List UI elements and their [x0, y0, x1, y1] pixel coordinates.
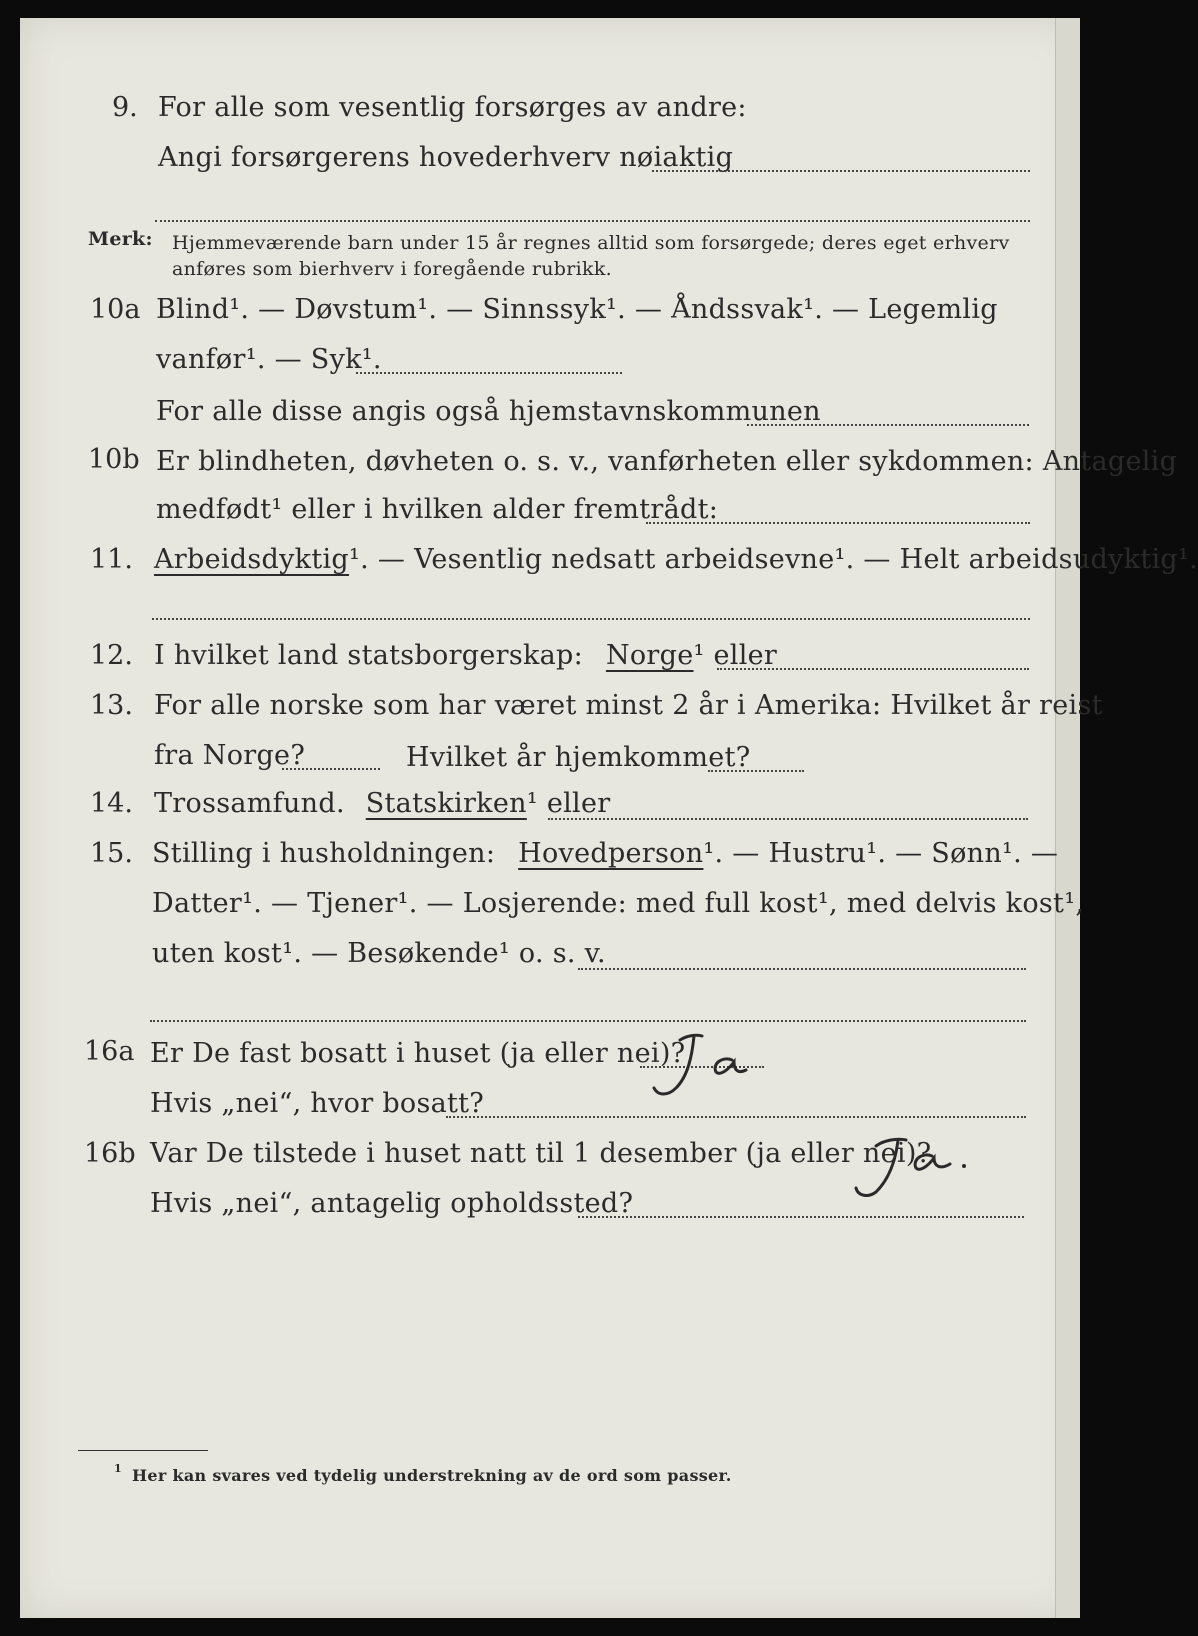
q12-option-norge[interactable]: Norge — [605, 640, 694, 671]
q9-number: 9. — [112, 92, 138, 123]
q13-line2b: Hvilket år hjemkommet? — [406, 742, 751, 773]
q16b-number: 16b — [84, 1138, 136, 1169]
q12-pre: I hvilket land statsborgerskap: — [154, 640, 584, 671]
q10a-line3: For alle disse angis også hjemstavnskommunen — [156, 396, 821, 427]
q16b-opholdssted-line[interactable] — [578, 1216, 1024, 1218]
q14-pre: Trossamfund. — [154, 788, 345, 819]
q10a-number: 10a — [90, 294, 141, 325]
q11-rest: ¹. — Vesentlig nedsatt arbeidsevne¹. — Helt arbeidsudyktig¹. — [349, 544, 1198, 575]
q13-reist-line[interactable] — [282, 768, 380, 770]
q12-number: 12. — [90, 640, 133, 671]
q10b-number: 10b — [88, 444, 140, 475]
q16a-line1: Er De fast bosatt i huset (ja eller nei)? — [150, 1038, 686, 1069]
merk-label: Merk: — [88, 228, 153, 250]
q15-line1 — [152, 838, 1058, 869]
footnote-text: Her kan svares ved tydelig understrekning av de ord som passer. — [132, 1466, 732, 1485]
q14-number: 14. — [90, 788, 133, 819]
page-edge — [1055, 18, 1080, 1618]
q12-line — [154, 640, 777, 671]
q13-hjemkommet-line[interactable] — [708, 770, 804, 772]
q15-line1-rest: ¹. — Hustru¹. — Sønn¹. — — [703, 838, 1059, 869]
q16a-line2: Hvis „nei“, hvor bosatt? — [150, 1088, 485, 1119]
footnote-mark: 1 — [114, 1462, 122, 1475]
q15-answer-line-2[interactable] — [150, 1020, 1026, 1022]
q11-answer-line[interactable] — [152, 618, 1030, 620]
q16a-bosatt-line[interactable] — [446, 1116, 1026, 1118]
q14-line — [154, 788, 610, 819]
merk-line2: anføres som bierhverv i foregående rubrikk. — [172, 258, 612, 280]
q10a-line2: vanfør¹. — Syk¹. — [156, 344, 382, 375]
q16b-line1: Var De tilstede i huset natt til 1 desember (ja eller nei)? — [150, 1138, 932, 1169]
q16b-line2: Hvis „nei“, antagelig opholdssted? — [150, 1188, 634, 1219]
q11-number: 11. — [90, 544, 133, 575]
merk-line1: Hjemmeværende barn under 15 år regnes alltid som forsørgede; deres eget erhverv — [172, 232, 1010, 254]
q13-line1: For alle norske som har været minst 2 år i Amerika: Hvilket år reist — [154, 690, 1103, 721]
q9-answer-line[interactable] — [652, 170, 1030, 172]
q9-line1: For alle som vesentlig forsørges av andre: — [158, 92, 747, 123]
q15-line2: Datter¹. — Tjener¹. — Losjerende: med full kost¹, med delvis kost¹, — [152, 888, 1085, 919]
q10b-line1: Er blindheten, døvheten o. s. v., vanførheten eller sykdommen: Antagelig — [156, 446, 1178, 477]
footnote-rule — [78, 1450, 208, 1451]
q9-answer-line-2[interactable] — [155, 220, 1030, 222]
q10b-line2: medfødt¹ eller i hvilken alder fremtrådt: — [156, 494, 719, 525]
q10a-hjemstavn-line[interactable] — [747, 424, 1029, 426]
q16a-number: 16a — [84, 1036, 135, 1067]
q12-answer-line[interactable] — [717, 668, 1029, 670]
q15-answer-line[interactable] — [578, 968, 1026, 970]
q10b-answer-line[interactable] — [646, 522, 1030, 524]
q10a-line1: Blind¹. — Døvstum¹. — Sinnssyk¹. — Åndssvak¹. — Legemlig — [156, 294, 998, 325]
q14-answer-line[interactable] — [548, 818, 1028, 820]
q14-post: ¹ eller — [526, 788, 611, 819]
q15-number: 15. — [90, 838, 133, 869]
q15-pre: Stilling i husholdningen: — [152, 838, 496, 869]
q13-line2a: fra Norge? — [154, 740, 306, 771]
q9-line2: Angi forsørgerens hovederhverv nøiaktig — [158, 142, 734, 173]
q16b-handwritten-answer — [846, 1126, 996, 1206]
q15-option-hovedperson[interactable]: Hovedperson — [518, 838, 704, 869]
q11-option-arbeidsdyktig[interactable]: Arbeidsdyktig — [154, 544, 350, 575]
q16a-handwritten-answer — [636, 1026, 776, 1106]
q14-option-statskirken[interactable]: Statskirken — [365, 788, 527, 819]
census-form-page — [20, 18, 1198, 1618]
q10a-answer-line[interactable] — [356, 372, 622, 374]
q13-number: 13. — [90, 690, 133, 721]
q15-line3: uten kost¹. — Besøkende¹ o. s. v. — [152, 938, 606, 969]
q12-post: ¹ eller — [693, 640, 778, 671]
q11-line — [154, 544, 1198, 575]
